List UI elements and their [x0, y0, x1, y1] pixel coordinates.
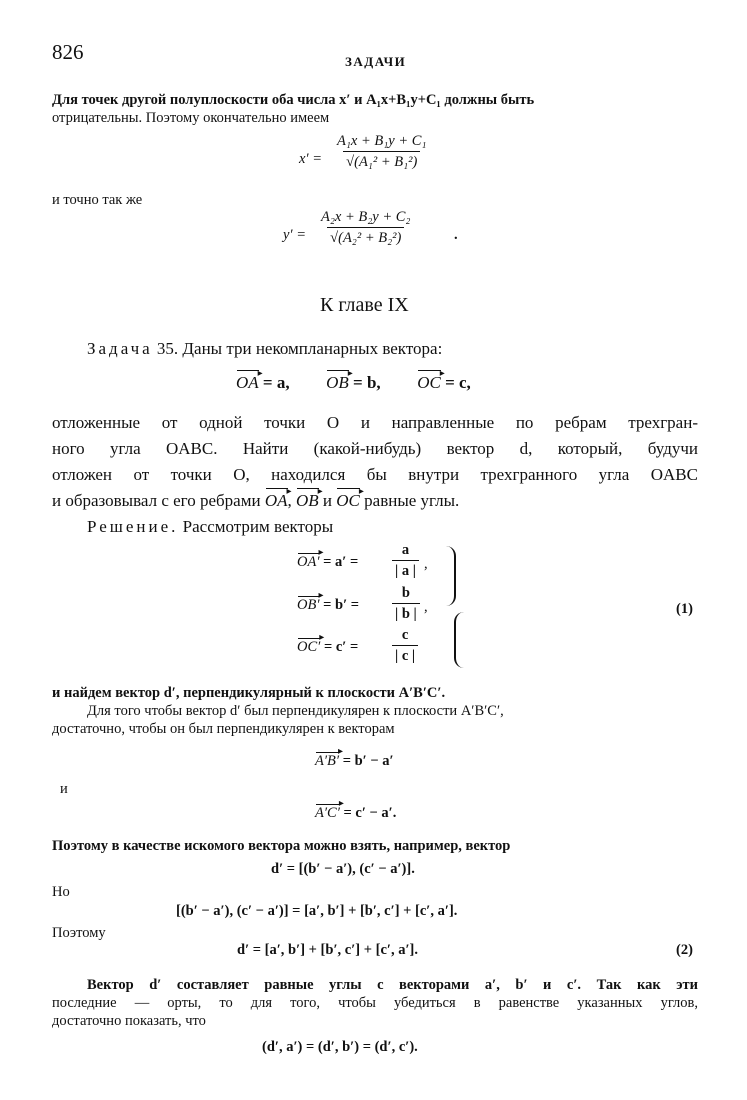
sys-b-mid: = b′ =: [319, 597, 360, 613]
eq1-lhs: x′ =: [299, 151, 323, 167]
vector-oc-prime: OC′ ▸: [297, 638, 320, 656]
sys-a-denominator: | a |: [392, 560, 419, 580]
sys-row-b: [297, 596, 359, 614]
eq-d-definition: d′ = [(b′ − a′), (c′ − a′)].: [271, 861, 415, 877]
para3-line-3: достаточно показать, что: [52, 1013, 206, 1029]
vector-oa-prime: OA′ ▸: [297, 553, 320, 571]
eq-ab-rhs: = b′ − a′: [339, 753, 394, 769]
para2-line-2: достаточно, чтобы он был перпендикулярен к векторам: [52, 721, 395, 737]
eq-ob-rhs: = b,: [348, 373, 381, 392]
vector-oa: OA ▸: [236, 370, 259, 396]
sys-a-comma: ,: [424, 556, 428, 572]
sys-c-fraction: [392, 626, 418, 665]
sys-a-mid: = a′ =: [319, 554, 359, 570]
eq-expansion: [(b′ − a′), (c′ − a′)] = [a′, b′] + [b′, c′] + [c′, a′].: [176, 903, 458, 919]
page-number: 826: [52, 40, 84, 64]
sys-b-numerator: b: [401, 585, 410, 601]
vector-ob-inline: OB ▸: [296, 488, 319, 514]
task-line-5c: равные углы.: [364, 491, 460, 510]
eq2-end: .: [454, 227, 458, 243]
task-35-line-4: отложен от точки O, находился бы внутри трехгранного угла OABC: [52, 465, 698, 484]
task-line-5a: и образовывал с его ребрами: [52, 491, 261, 510]
vector-ab-prime: A′B′ ▸: [315, 752, 339, 770]
task-label: Задача: [87, 339, 153, 358]
and-so-text: и точно так же: [52, 192, 143, 208]
task-35-line-3: ного угла OABC. Найти (какой-нибудь) вектор d, который, будучи: [52, 439, 698, 458]
task-35-line-2: отложенные от одной точки O и направленные по ребрам трехгран-: [52, 413, 698, 432]
sys-a-numerator: a: [401, 542, 410, 558]
comma-sep: ,: [287, 491, 292, 510]
eq-oc-rhs: = c,: [440, 373, 471, 392]
therefore-line: Поэтому в качестве искомого вектора можно взять, например, вектор: [52, 838, 511, 854]
sys-c-mid: = c′ =: [320, 639, 359, 655]
para2-line-1: Для того чтобы вектор d′ был перпендикулярен к плоскости A′B′C′,: [87, 703, 504, 719]
eq-oa-rhs: = a,: [258, 373, 290, 392]
vector-oc-inline: OC ▸: [336, 488, 360, 514]
system-brace-top: [440, 546, 456, 606]
sys-row-c: [297, 638, 358, 656]
eq1-fraction: [334, 132, 429, 171]
vector-ob: OB ▸: [326, 370, 349, 396]
eq2-denominator: √(A₂² + B₂²): [327, 227, 404, 247]
vector-ac-prime: A′C′ ▸: [315, 804, 340, 822]
eq-final: (d′, a′) = (d′, b′) = (d′, c′).: [262, 1039, 418, 1055]
eq-ac-rhs: = c′ − a′.: [339, 805, 397, 821]
task-text: 35. Даны три некомпланарных вектора:: [152, 339, 443, 358]
task-35-line-1: [87, 336, 442, 362]
para3-line-2: последние — орты, то для того, чтобы убедиться в равенстве указанных углов,: [52, 995, 698, 1011]
therefore-word: Поэтому: [52, 925, 106, 941]
eq1-denominator: √(A₁² + B₁²): [343, 151, 420, 171]
intro-line-2: отрицательны. Поэтому окончательно имеем: [52, 110, 330, 126]
para3-line-1: Вектор d′ составляет равные углы с векторами a′, b′ и c′. Так как эти: [87, 977, 698, 993]
task-line-5b: и: [322, 491, 333, 510]
eq-number-1: (1): [676, 601, 693, 617]
vector-definitions: [236, 370, 471, 396]
intro-line-1: Для точек другой полуплоскости оба числа x′ и A₁x+B₁y+C₁ должны быть: [52, 92, 535, 108]
eq2-numerator: A₂x + B₂y + C₂: [321, 209, 411, 225]
eq-ab-prime: [315, 752, 394, 770]
vector-oa-inline: OA ▸: [265, 488, 288, 514]
solution-text: Рассмотрим векторы: [178, 517, 334, 536]
sys-a-fraction: [392, 541, 419, 580]
find-vector-line: и найдем вектор d′, перпендикулярный к плоскости A′B′C′.: [52, 685, 446, 701]
vector-ob-prime: OB′ ▸: [297, 596, 320, 614]
eq-number-2: (2): [676, 942, 693, 958]
solution-label: Решение.: [87, 517, 179, 536]
system-brace-bottom: [454, 612, 470, 668]
chapter-heading: К главе IX: [320, 294, 409, 316]
and-word: и: [60, 781, 68, 797]
running-header: ЗАДАЧИ: [345, 54, 407, 69]
solution-line: [87, 514, 333, 540]
eq-ac-prime: [315, 804, 396, 822]
sys-c-denominator: | c |: [392, 645, 418, 665]
eq2-fraction: [318, 208, 413, 247]
eq-d-final: d′ = [a′, b′] + [b′, c′] + [c′, a′].: [237, 942, 418, 958]
vector-oc: OC ▸: [417, 370, 441, 396]
but-word: Но: [52, 884, 70, 900]
sys-c-numerator: c: [401, 627, 409, 643]
sys-b-denominator: | b |: [392, 603, 420, 623]
eq2-lhs: y′ =: [283, 227, 307, 243]
sys-row-a: [297, 553, 358, 571]
sys-b-comma: ,: [424, 599, 428, 615]
eq1-numerator: A₁x + B₁y + C₁: [337, 133, 427, 149]
sys-b-fraction: [392, 584, 420, 623]
task-35-line-5: [52, 488, 459, 514]
